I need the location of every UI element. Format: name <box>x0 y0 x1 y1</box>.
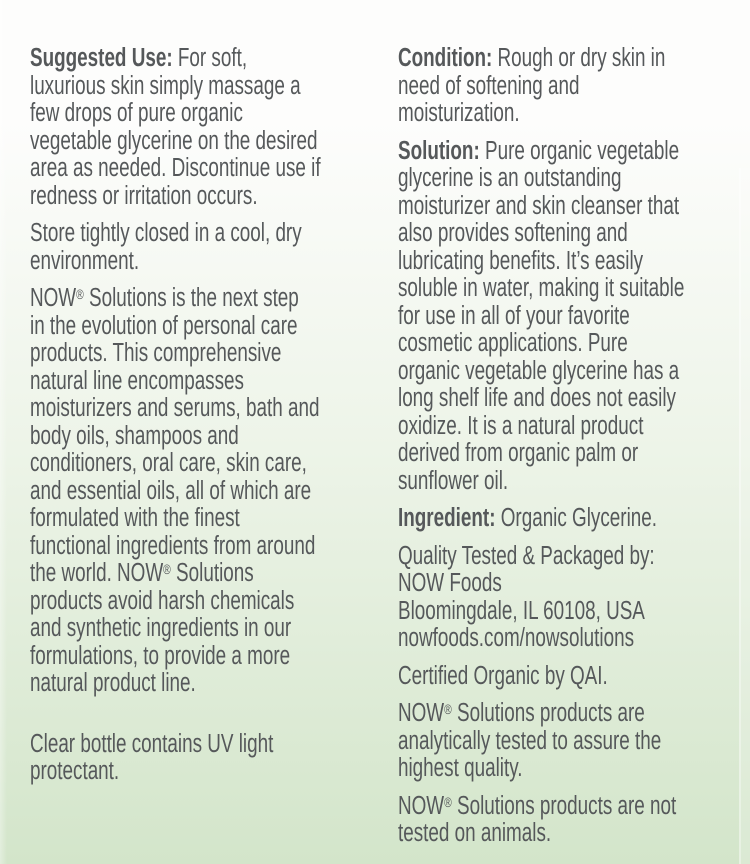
paragraph-text: Quality Tested & Packaged by: NOW Foods Bloomingdale, IL 60108, USA nowfoods.com/nowsolutions <box>398 541 655 652</box>
paragraph-lead: Suggested Use: <box>30 44 173 72</box>
paragraph-text: NOW® Solutions products are not tested on animals. <box>398 791 677 847</box>
right-column <box>398 45 738 858</box>
paragraph-text: Store tightly closed in a cool, dry environment. <box>30 219 302 275</box>
paragraph-lead: Condition: <box>398 44 493 72</box>
paragraph-text: NOW® Solutions products are analytically tested to assure the highest quality. <box>398 699 662 782</box>
paragraph-text: NOW® Solutions is the next step in the evolution of personal care products. This comprehensive natural line encompasses moisturizers and serums, bath and body oils, shampoos and conditioners, oral care, skin care, and essential oils, all of which are formulated with the finest functional ingredients from around the world. NOW® Solutions products avoid harsh chemicals and synthetic ingredients in our formulations, to provide a more natural product line. <box>30 284 320 697</box>
paragraph <box>398 793 750 848</box>
paragraph <box>398 700 750 783</box>
paragraph <box>398 45 750 128</box>
registered-mark-icon: ® <box>444 701 452 717</box>
paragraph-text: Clear bottle contains UV light protectant. <box>30 729 274 785</box>
registered-mark-icon: ® <box>444 793 452 810</box>
left-column <box>30 45 370 796</box>
paragraph-lead: Solution: <box>398 136 480 165</box>
registered-mark-icon: ® <box>163 561 171 577</box>
paragraph-text: Pure organic vegetable glycerine is an outstanding moisturizer and skin cleanser that also provides softening and lubricating benefits. It’s easily soluble in water, making it suitable for use in all of your favorite cosmetic applications. Pure organic vegetable glycerine has a long shelf life and does not easily oxidize. It is a natural product derived from organic palm or sunflower oil. <box>398 136 685 495</box>
paragraph <box>398 505 750 533</box>
left-edge-highlight <box>0 0 7 864</box>
paragraph <box>398 138 750 496</box>
paragraph-text: Rough or dry skin in need of softening and moisturization. <box>398 44 666 127</box>
paragraph-text: For soft, luxurious skin simply massage a few drops of pure organic vegetable glycerine on the desired area as needed. Discontinue use if redness or irritation occurs. <box>30 44 321 210</box>
paragraph-lead: Ingredient: <box>398 504 496 532</box>
paragraph <box>398 663 750 691</box>
paragraph-text: Organic Glycerine. <box>495 504 657 532</box>
registered-mark-icon: ® <box>76 286 84 302</box>
right-column-text <box>398 45 750 848</box>
paragraph-text: Certified Organic by QAI. <box>398 661 608 690</box>
paragraph <box>398 543 750 653</box>
